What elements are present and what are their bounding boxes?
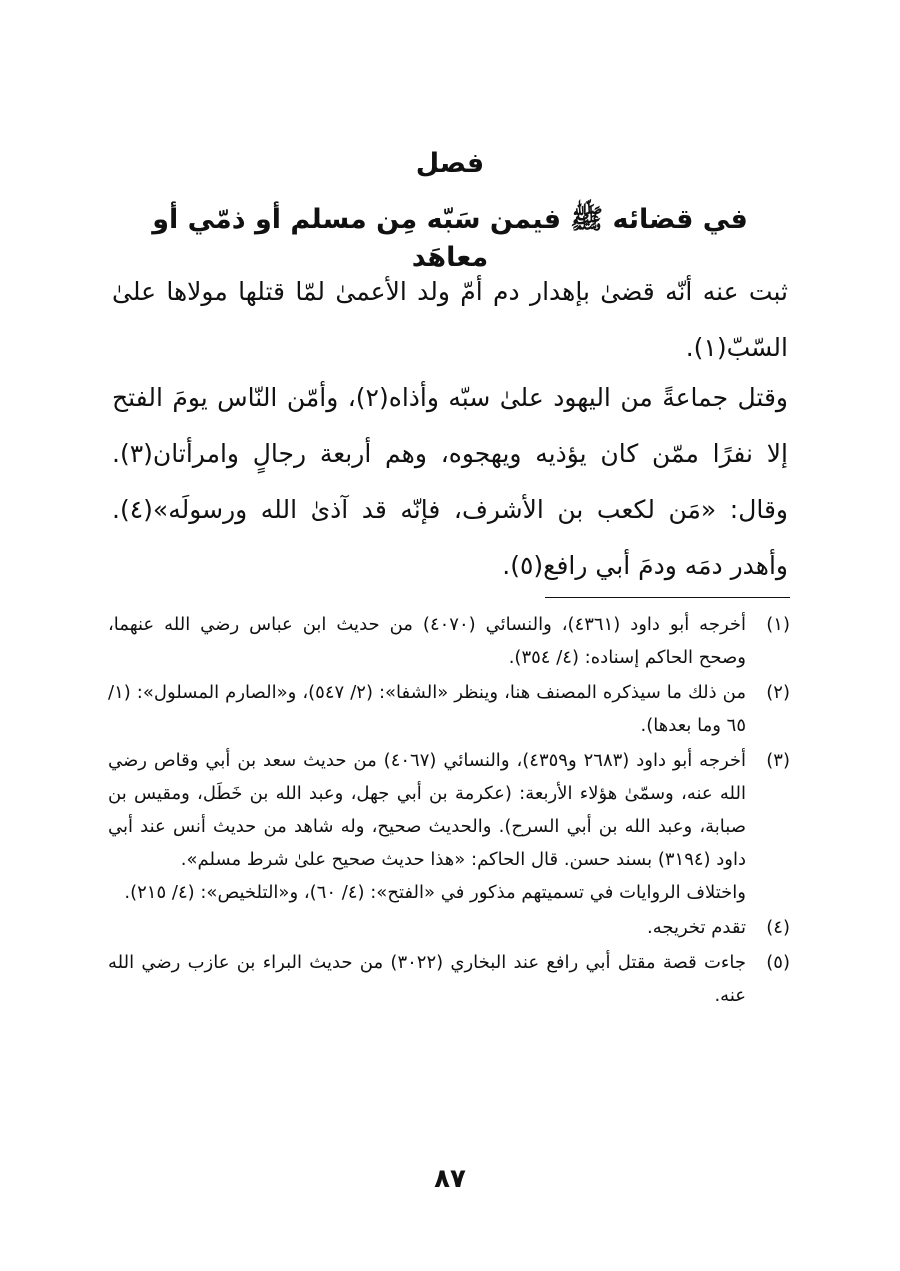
section-subtitle: في قضائه ﷺ فيمن سَبّه مِن مسلم أو ذمّي أو معاهَد <box>152 204 748 273</box>
footnote-number: (٤) <box>766 917 790 938</box>
footnote-text: تقدم تخريجه. <box>647 917 746 938</box>
footnote-separator <box>545 597 790 598</box>
footnote-2 <box>108 676 790 742</box>
section-title: فصل <box>415 148 485 179</box>
footnote-number: (١) <box>766 614 790 635</box>
footnote-text: أخرجه أبو داود (٤٣٦١)، والنسائي (٤٠٧٠) من حديث ابن عباس رضي الله عنهما، وصحح الحاكم إسناده: (٤/ ٣٥٤). <box>108 614 747 668</box>
footnote-number: (٢) <box>766 682 790 703</box>
footnotes <box>108 608 790 1014</box>
body-paragraph-1: ثبت عنه أنّه قضىٰ بإهدار دم أمّ ولد الأعمىٰ لمّا قتلها مولاها علىٰ السّبّ(١). <box>112 277 788 362</box>
footnote-text: واختلاف الروايات في تسميتهم مذكور في «الفتح»: (٤/ ٦٠)، و«التلخيص»: (٤/ ٢١٥). <box>124 882 746 903</box>
footnote-4 <box>108 911 790 944</box>
footnote-number: (٣) <box>766 750 790 771</box>
footnote-text: من ذلك ما سيذكره المصنف هنا، وينظر «الشفا»: (٢/ ٥٤٧)، و«الصارم المسلول»: (١/ ٦٥ وما بعدها). <box>108 682 746 736</box>
footnote-text: جاءت قصة مقتل أبي رافع عند البخاري (٣٠٢٢) من حديث البراء بن عازب رضي الله عنه. <box>108 952 746 1006</box>
page-number: ٨٧ <box>434 1164 466 1194</box>
footnote-3 <box>108 744 790 909</box>
footnote-1 <box>108 608 790 674</box>
footnote-5 <box>108 946 790 1012</box>
footnote-text: أخرجه أبو داود (٢٦٨٣ و٤٣٥٩)، والنسائي (٤٠٦٧) من حديث سعد بن أبي وقاص رضي الله عنه، وسمّىٰ هؤلاء الأربعة: (عكرمة بن أبي جهل، وعبد الله بن خَطَل، ومقيس بن صبابة، وعبد الله بن أبي السرح). والحديث صحيح، وله شاهد من حديث أنس عند أبي داود (٣١٩٤) بسند حسن. قال الحاكم: «هذا حديث صحيح علىٰ شرط مسلم». <box>108 750 747 870</box>
footnote-number: (٥) <box>766 952 790 973</box>
body-paragraph-2: وقتل جماعةً من اليهود علىٰ سبّه وأذاه(٢)، وأمّن النّاس يومَ الفتح إلا نفرًا ممّن كان يؤذيه ويهجوه، وهم أربعة رجالٍ وامرأتان(٣). وقال: «مَن لكعب بن الأشرف، فإنّه قد آذىٰ الله ورسولَه»(٤). وأهدر دمَه ودمَ أبي رافع(٥). <box>112 383 788 580</box>
